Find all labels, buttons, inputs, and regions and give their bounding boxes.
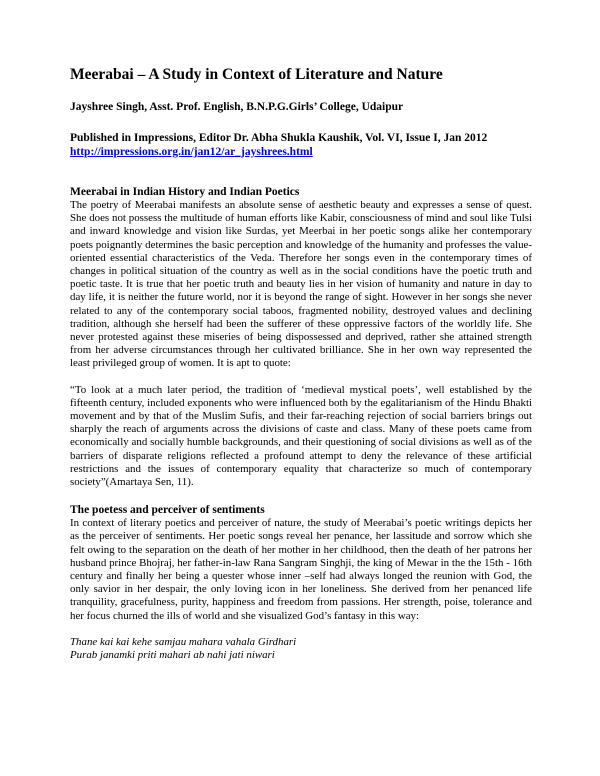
author-line: Jayshree Singh, Asst. Prof. English, B.N.P.G.Girls’ College, Udaipur — [70, 101, 404, 113]
verse-line: Purab janamki priti mahari ab nahi jati niwari — [70, 649, 275, 662]
section-heading-sentiments: The poetess and perceiver of sentiments — [70, 504, 265, 517]
paragraph-sentiments: In context of literary poetics and perceiver of nature, the study of Meerabai’s poetic writings depicts her as the perceiver of sentiments. Her poetic songs reveal her penance, her lassitude and sorrow which she felt owing to the separation on the death of her mother in her childhood, then the death of her patrons her husband prince Bhojraj, her father-in-law Rana Sangram Singhji, the king of Mewar in the the 15th - 16th century and finally her being a quester whose inner –self had always longed the reunion with God, the only savior in her despair, the only loving icon in her loneliness. She derived from her penanced life tranquility, gracefulness, purity, happiness and freedom from passions. Her strength, poise, tolerance and her focus churned the ills of world and she visualized God’s fantasy in this way: — [70, 517, 532, 622]
article-link[interactable]: http://impressions.org.in/jan12/ar_jayshrees.html — [70, 146, 313, 158]
publication-line: Published in Impressions, Editor Dr. Abha Shukla Kaushik, Vol. VI, Issue I, Jan 2012 — [70, 132, 488, 144]
quote-block: “To look at a much later period, the tradition of ‘medieval mystical poets’, well established by the fifteenth century, included exponents who were influenced both by the egalitarianism of the Hindu Bhakti movement and by that of the Muslim Sufis, and their far-reaching rejection of social barriers brings out sharply the reach of arguments across the divisions of caste and class. Many of these poets came from economically and socially humble backgrounds, and their questioning of social divisions as well as of the barriers of disparate religions reflected a profound attempt to deny the relevance of these artificial restrictions and the issues of contemporary equality that characterize so much of contemporary society”(Amartaya Sen, 11). — [70, 383, 532, 489]
paper-title: Meerabai – A Study in Context of Literature and Nature — [70, 66, 443, 83]
paragraph-history: The poetry of Meerabai manifests an absolute sense of aesthetic beauty and expresses a sense of quest. She does not possess the multitude of human efforts like Kabir, consciousness of mind and soul like Tulsi and inward knowledge and vision like Surdas, yet Meerbai in her poetic songs alike her contemporary poets poignantly determines the basic perception and knowledge of the humanity and professes the value-oriented essential characteristics of the Veda. Therefore her songs even in the contemporary times of changes in political situation of the country as well as in the social conditions have the poetic truth and poetic taste. It is true that her poetic truth and beauty lies in her vision of humanity and nature in day to day life, it is neither the future world, nor it is beyond the range of sight. However in her songs she never related to any of the contemporary social taboos, fragmented nobility, destroyed values and declining tradition, although she herself had been the sufferer of these oppressive factors of the worldly life. She never protested against these miseries of being dispossessed and deprived, rather she attained strength from her adverse circumstances through her cultivated brilliance. She in her own way represented the least privileged group of women. It is apt to quote: — [70, 199, 532, 370]
verse-line: Thane kai kai kehe samjau mahara vahala Girdhari — [70, 635, 297, 648]
section-heading-history: Meerabai in Indian History and Indian Poetics — [70, 186, 300, 198]
document-page — [70, 66, 532, 663]
